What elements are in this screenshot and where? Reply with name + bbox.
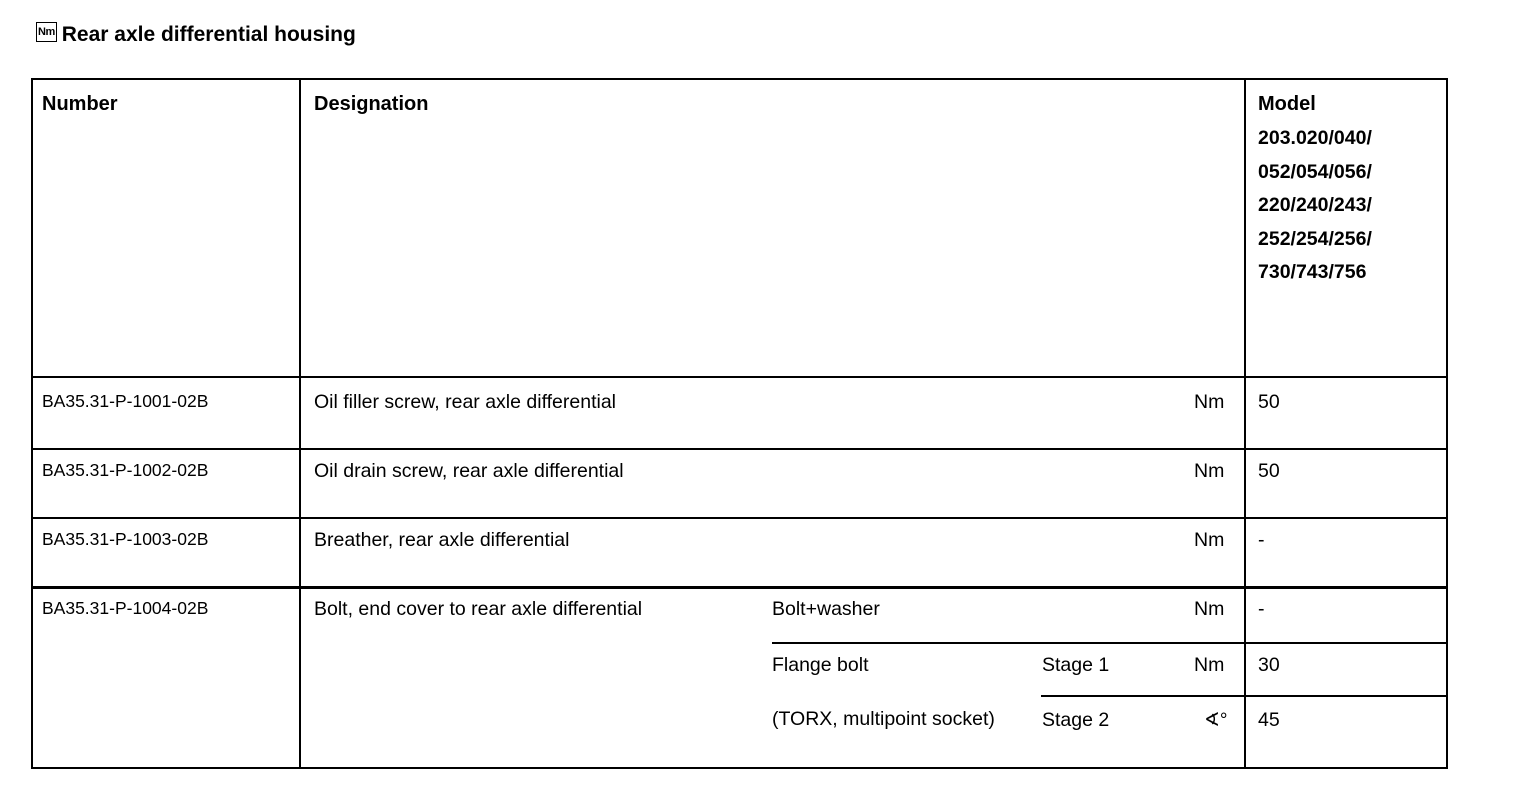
subrow-value: 45	[1258, 709, 1280, 731]
header-model: Model	[1258, 93, 1316, 115]
model-line: 203.020/040/	[1258, 127, 1372, 149]
column-divider-model	[1244, 78, 1246, 768]
row-divider-3	[31, 586, 1448, 589]
header-model-list	[1258, 122, 1372, 290]
row-value: 50	[1258, 460, 1280, 482]
row-number: BA35.31-P-1003-02B	[42, 529, 209, 549]
angle-degree-icon: ∢°	[1204, 710, 1228, 731]
row-number: BA35.31-P-1004-02B	[42, 598, 209, 618]
model-line: 052/054/056/	[1258, 160, 1372, 183]
subrow-stage: Stage 2	[1042, 709, 1110, 731]
header-number: Number	[42, 93, 118, 115]
model-line: 220/240/243/	[1258, 194, 1372, 216]
subrow-stage: Stage 1	[1042, 654, 1110, 676]
row-number: BA35.31-P-1001-02B	[42, 391, 209, 411]
subrow-unit: Nm	[1194, 654, 1225, 676]
row-designation: Bolt, end cover to rear axle differential	[314, 598, 643, 620]
torque-nm-icon: Nm	[36, 22, 57, 42]
subrow-divider-1	[772, 642, 1448, 644]
subrow-divider-2	[1041, 695, 1448, 697]
page-title-text: Rear axle differential housing	[61, 23, 356, 46]
header-designation: Designation	[314, 93, 429, 115]
row-number: BA35.31-P-1002-02B	[42, 460, 209, 480]
column-divider-number	[299, 78, 301, 768]
table-top-border	[31, 78, 1448, 80]
subrow-unit: Nm	[1194, 598, 1225, 620]
model-line: 252/254/256/	[1258, 227, 1372, 250]
row-value: -	[1258, 529, 1265, 551]
subrow-part: (TORX, multipoint socket)	[772, 708, 995, 730]
header-row-divider	[31, 376, 1448, 378]
subrow-part: Flange bolt	[772, 654, 869, 676]
table-left-border	[31, 78, 33, 768]
table-bottom-border	[31, 767, 1448, 769]
row-value: 50	[1258, 391, 1280, 413]
row-designation: Oil drain screw, rear axle differential	[314, 460, 624, 482]
row-designation: Oil filler screw, rear axle differential	[314, 391, 617, 413]
model-line: 730/743/756	[1258, 261, 1367, 283]
row-divider-2	[31, 517, 1448, 519]
table-right-border	[1446, 78, 1448, 768]
subrow-value: -	[1258, 598, 1265, 620]
subrow-part: Bolt+washer	[772, 598, 880, 620]
subrow-value: 30	[1258, 654, 1280, 676]
row-unit: Nm	[1194, 391, 1225, 413]
row-unit: Nm	[1194, 460, 1225, 482]
row-divider-1	[31, 448, 1448, 450]
row-unit: Nm	[1194, 529, 1225, 551]
row-designation: Breather, rear axle differential	[314, 529, 570, 551]
